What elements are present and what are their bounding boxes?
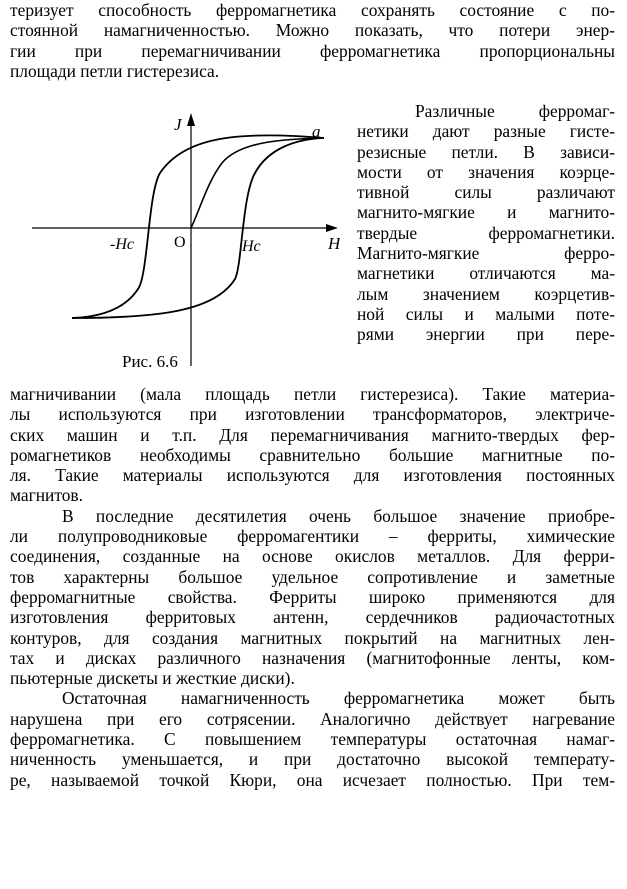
text-line: нарушена при его сотрясении. Аналогично действует нагревание [10,708,615,729]
text-line: ниченность уменьшается, и при достаточно высокой температу- [10,749,615,770]
text-line: тах и дисках различного назначения (магнитофонные ленты, ком- [10,647,615,668]
hysteresis-figure [10,101,340,391]
text-line: ских машин и т.п. Для перемагничивания магнито-твердых фер- [10,424,615,445]
hysteresis-upper-branch [72,135,324,318]
label-minus-hc: -Hc [110,236,134,253]
text-line: ной силы и малыми поте- [357,303,615,324]
label-origin: O [174,234,186,251]
text-line: соединения, созданные на основе окислов металлов. Для ферри- [10,546,615,567]
text-line: нетики дают разные гисте- [357,121,615,142]
text-line: мости от значения коэрце- [357,161,615,182]
text-line: тов характерны большое удельное сопротивление и заметные [10,566,615,587]
text-line: ромагнетиков необходимы сравнительно большие магнитные по- [10,444,615,465]
h-axis-arrow [326,224,338,232]
text-line: магничивании (мала площадь петли гистерезиса). Такие материа- [10,384,615,404]
text-line: Магнито-мягкие ферро- [357,243,615,264]
text-line: лым значением коэрцетив- [357,283,615,304]
text-line: площади петли гистерезиса. [10,60,220,81]
initial-magnetization-curve [191,138,324,228]
bottom-paragraphs [10,384,615,790]
text-line: рями энергии при пере- [357,324,615,345]
text-line: теризует способность ферромагнетика сохранять состояние с по- [10,0,615,20]
text-line: лы используются при изготовлении трансформаторов, электриче- [10,404,615,425]
text-line: магнетики отличаются ма- [357,263,615,284]
label-j: J [174,115,182,134]
j-axis-arrow [187,113,195,126]
text-line: магнитов. [10,485,83,506]
text-line: ферромагнитные свойства. Ферриты широко применяются для [10,586,615,607]
text-line: ля. Такие материалы используются для изготовления постоянных [10,465,615,486]
text-line: ли полупроводниковые ферромагентики – ферриты, химические [10,526,615,547]
text-line: ферромагнетика. С повышением температуры остаточная намаг- [10,729,615,750]
text-line: твердые ферромагнетики. [357,222,615,243]
figure-caption: Рис. 6.6 [122,352,178,371]
label-h: H [328,234,340,253]
text-line: Различные ферромаг- [415,101,615,121]
label-a: a [312,122,321,141]
text-line: Остаточная намагниченность ферромагнетика может быть [62,688,615,709]
text-line: гии при перемагничивании ферромагнетика пропорциональны [10,40,615,61]
text-line: В последние десятилетия очень большое значение приобре- [62,505,615,526]
text-line: изготовления ферритовых антенн, сердечников радиочастотных [10,607,615,628]
hysteresis-diagram [10,101,340,391]
text-line: контуров, для создания магнитных покрытий на магнитных лен- [10,627,615,648]
text-line: магнито-мягкие и магнито- [357,202,615,223]
text-line: стоянной намагниченностью. Можно показать, что потери энер- [10,20,615,41]
text-line: резисные петли. В зависи- [357,141,615,162]
text-line: ре, называемой точкой Кюри, она исчезает полностью. При тем- [10,769,615,790]
text-line: тивной силы различают [357,182,615,203]
label-hc: Hc [242,238,261,255]
text-line: пьютерные дискеты и жесткие диски). [10,668,295,689]
right-column-paragraph [357,101,615,345]
top-paragraph [10,0,615,81]
